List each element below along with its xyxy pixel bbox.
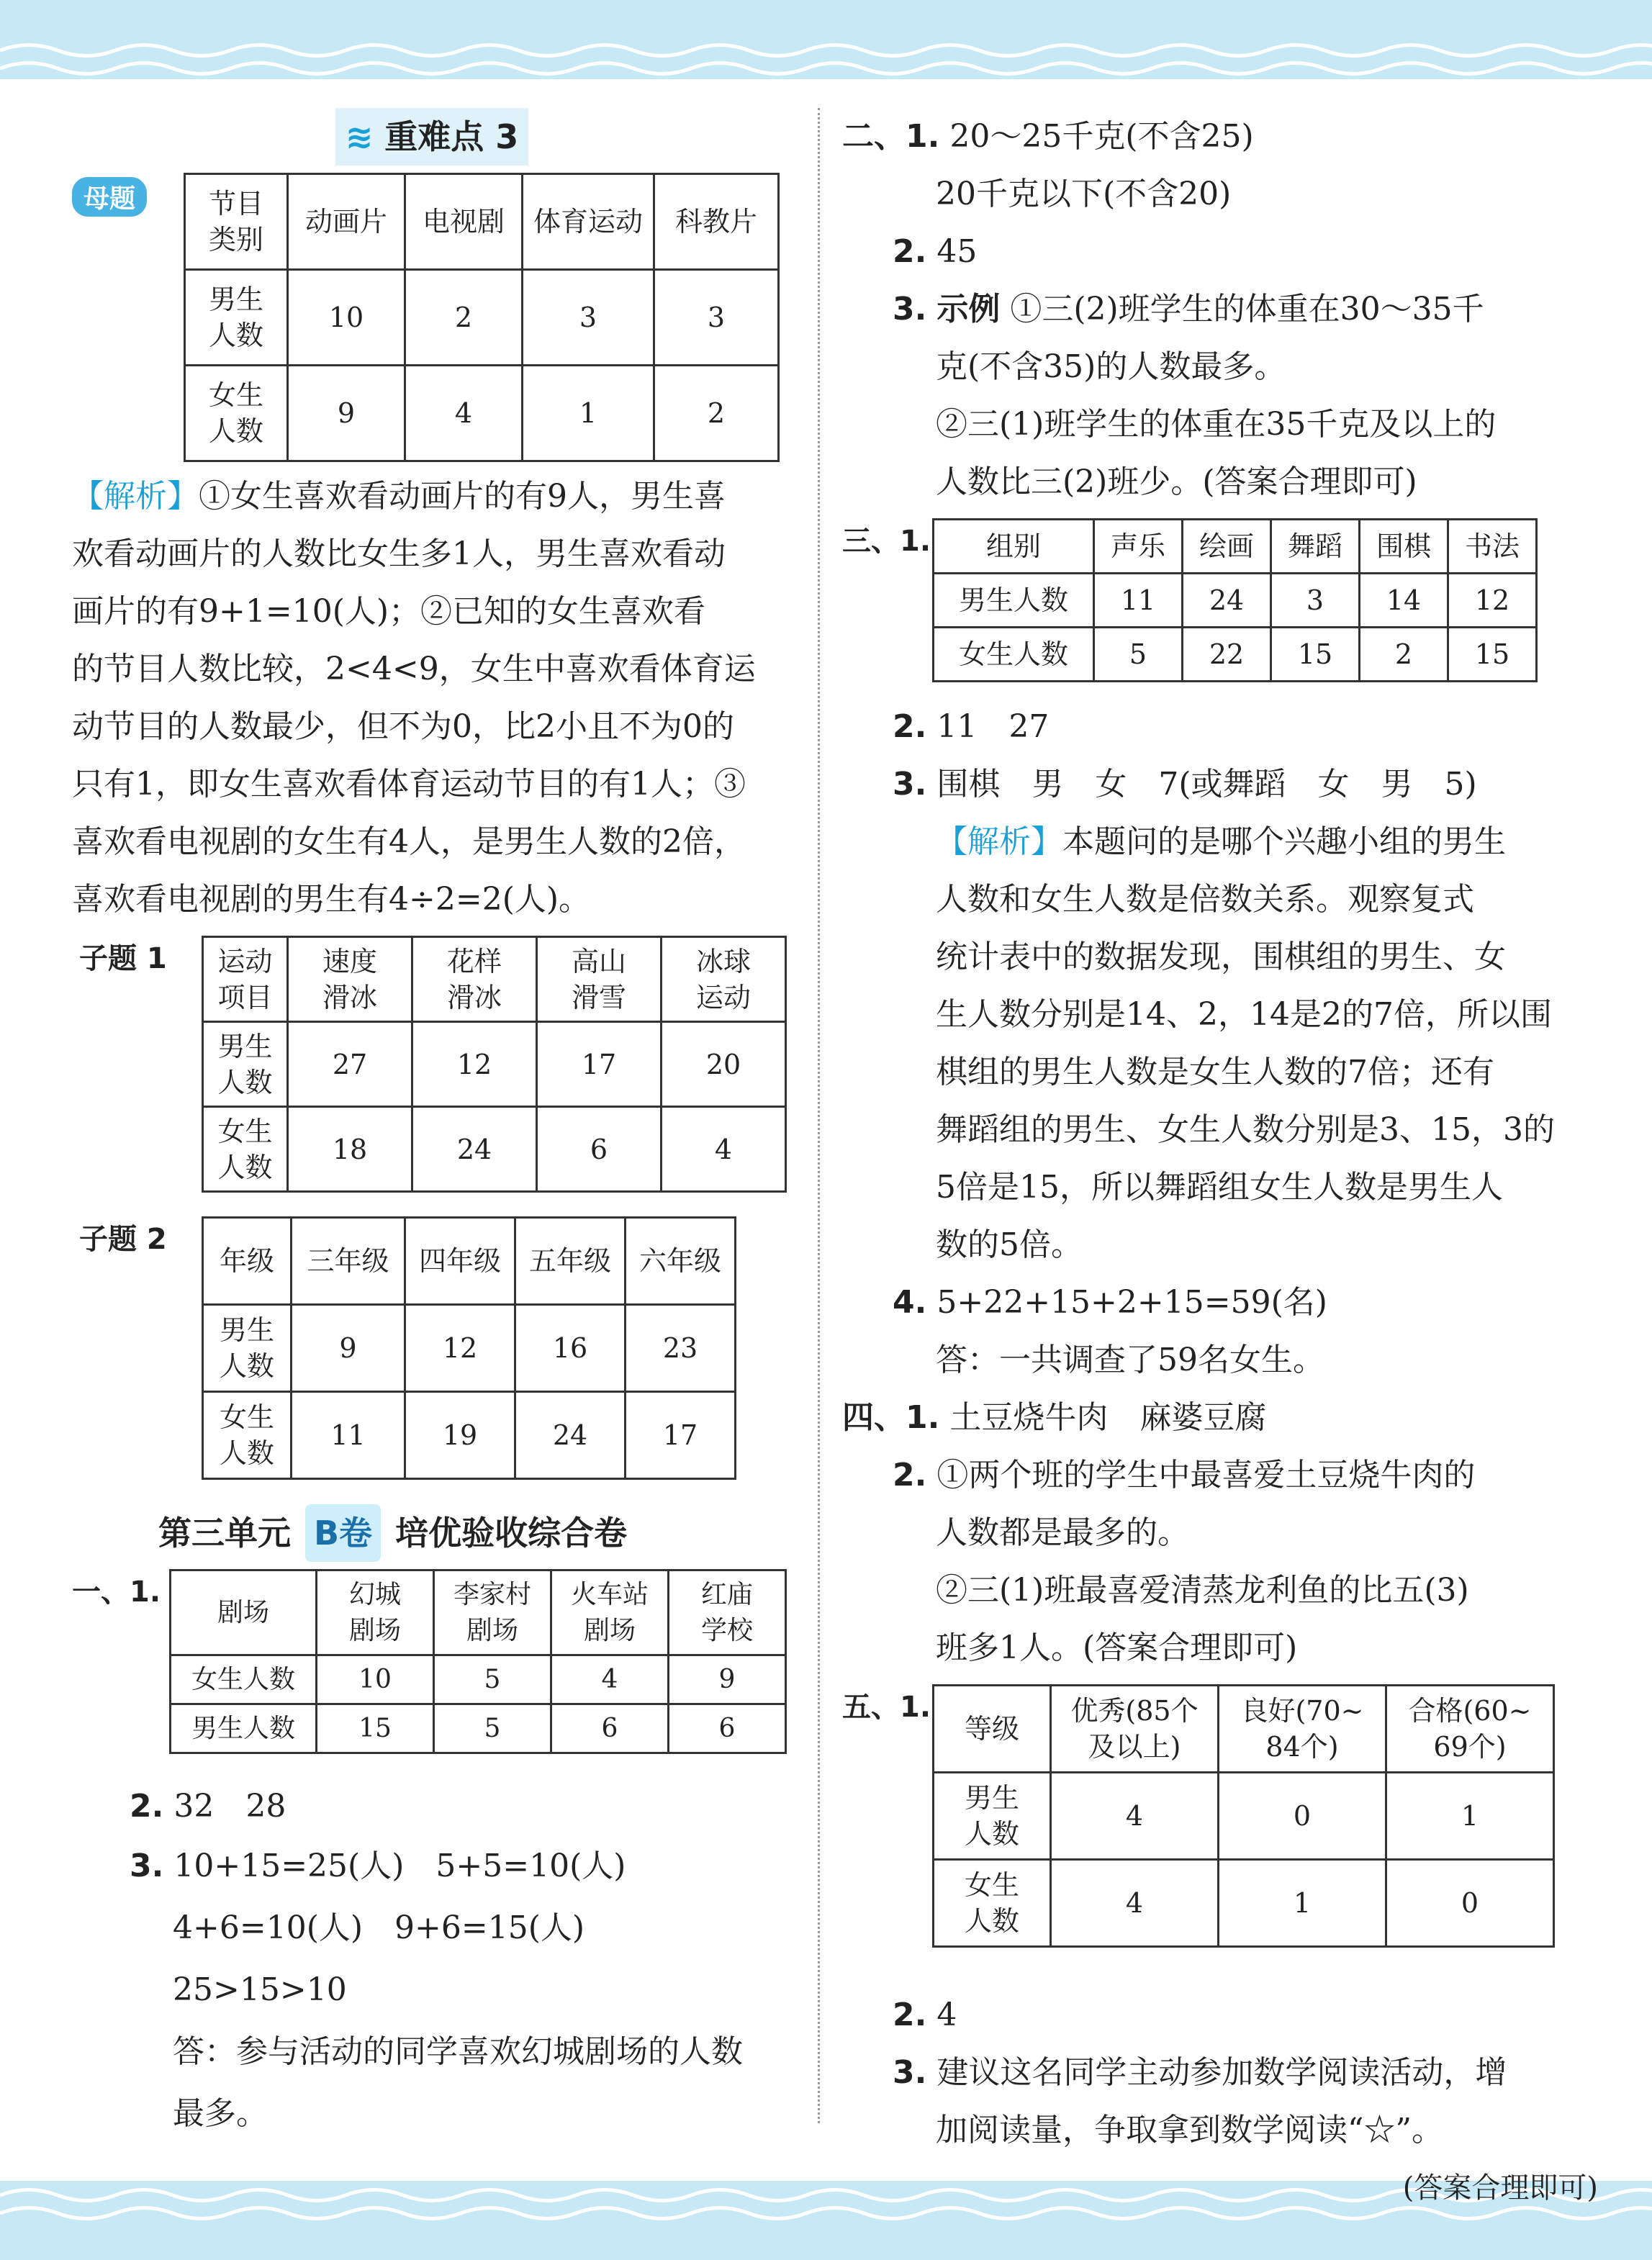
part3-q3: 3. 围棋 男 女 7(或舞蹈 女 男 5): [893, 766, 1477, 803]
wave-icon: ≋: [345, 117, 385, 156]
table-row: [203, 1022, 786, 1107]
table-cell: 李家村 剧场: [434, 1570, 551, 1655]
table-cell: 15: [1448, 628, 1537, 682]
table-cell: 男生人数: [171, 1704, 317, 1753]
table-cell: 冰球 运动: [662, 937, 786, 1022]
table-cell: 男生人数: [934, 574, 1094, 628]
column-divider: [818, 108, 820, 2123]
table-cell: 22: [1183, 628, 1271, 682]
table-cell: 书法: [1448, 520, 1537, 574]
table-header-row: [185, 174, 779, 270]
analysis-line: 喜欢看电视剧的男生有4÷2=2(人)。: [72, 881, 591, 918]
part2-q2: 2. 45: [893, 233, 978, 270]
table-cell: 4: [1051, 1773, 1219, 1860]
table-row: [185, 366, 779, 461]
table-cell: 3: [1271, 574, 1360, 628]
table-cell: 围棋: [1360, 520, 1448, 574]
table-cell: 4: [551, 1655, 669, 1704]
table-cell: 18: [288, 1107, 412, 1192]
table-cell: 9: [292, 1305, 405, 1392]
table-cell: 15: [317, 1704, 434, 1753]
table-cell: 16: [515, 1305, 626, 1392]
table-header-row: [171, 1570, 786, 1655]
table-cell: 男生 人数: [203, 1022, 288, 1107]
part2-q3: 3. 示例 ①三(2)班学生的体重在30～35千: [893, 291, 1484, 327]
table-row: [171, 1655, 786, 1704]
analysis-line: 动节目的人数最少，但不为0，比2小且不为0的: [72, 708, 734, 745]
table-cell: 男生 人数: [203, 1305, 292, 1392]
table-cell: 女生 人数: [185, 366, 288, 461]
table-cell: 2: [654, 366, 779, 461]
table-cell: 运动 项目: [203, 937, 288, 1022]
left-column: ≋ 重难点 3 母题 节目 类别 动画片 电视剧 体育运动 科教片 男生 人数 10 2 3 3 女生 人数 9 4 1 2 【解析】①女生喜欢看动画片的有9人，男生喜 欢看动画片的人数比女生多1人，男生喜欢看动 画片的有9+1=10(人)；②已知的女生喜欢看 的节目人数比较，2<4<9，女生中喜欢看体育运 动节目的人数最少，但不为0，比2小且不为0的 只有1，即女生喜欢看体育运动节目的有1人；③ 喜欢看电视剧的女生有4人，是男生人数的2倍， 喜欢看电视剧的男生有4÷2=2(人)。 子题 1 运动 项目 速度 滑冰 花样 滑冰 高山 滑雪 冰球 运动 男生 人数 27 12 17 20 女生 人数 18 24 6 4 子题 2 年级 三年级 四年级 五年级 六年级 男生 人数 9 12 16 23 女生 人数 11 19 24 17 第三单元 B卷 培优验收综合卷 一、1. 剧场 幻城 剧场 李家村 剧场 火车站 剧场 红庙 学校 女生人数 10 5 4 9 男生人数 15 5 6 6 2. 32 28 3. 10+15=25(人) 5+5=10(人) 4+6=10(人) 9+6=15(人) 25>15>10 答：参与活动的同学喜欢幻城剧场的人数 最多。: [72, 108, 792, 2145]
table-cell: 27: [288, 1022, 412, 1107]
sub2-table: [202, 1216, 736, 1480]
table-cell: 剧场: [171, 1570, 317, 1655]
part4-q1: 四、1. 土豆烧牛肉 麻婆豆腐: [842, 1399, 1267, 1436]
table-cell: 15: [1271, 628, 1360, 682]
part3-analysis: 【解析】本题问的是哪个兴趣小组的男生: [936, 823, 1506, 860]
table-cell: 女生 人数: [203, 1107, 288, 1192]
table-cell: 11: [292, 1392, 405, 1479]
part5-table: [932, 1684, 1555, 1948]
table-cell: 5: [434, 1655, 551, 1704]
table-header-row: [203, 1218, 736, 1305]
analysis-line: 生人数分别是14、2，14是2的7倍，所以围: [936, 996, 1552, 1033]
table-cell: 23: [626, 1305, 736, 1392]
table-cell: 20: [662, 1022, 786, 1107]
table-cell: 良好(70~ 84个): [1219, 1686, 1386, 1773]
table-cell: 9: [669, 1655, 786, 1704]
table-cell: 6: [669, 1704, 786, 1753]
table-row: [185, 270, 779, 366]
part3-q1-label: 三、1.: [842, 525, 931, 558]
mother-table: [184, 173, 780, 462]
top-wave-decoration: [0, 0, 1652, 94]
answer-note: (答案合理即可): [1402, 2171, 1598, 2205]
sub2-label: 子题 2: [79, 1223, 167, 1256]
analysis-line: 本题问的是哪个兴趣小组的男生: [1062, 823, 1506, 860]
table-header-row: [203, 937, 786, 1022]
table-cell: 体育运动: [523, 174, 654, 270]
part4-q2: 2. ①两个班的学生中最喜爱土豆烧牛肉的: [893, 1457, 1476, 1493]
table-cell: 三年级: [292, 1218, 405, 1305]
table-cell: 2: [1360, 628, 1448, 682]
table-cell: 24: [515, 1392, 626, 1479]
table-cell: 速度 滑冰: [288, 937, 412, 1022]
table-cell: 女生人数: [171, 1655, 317, 1704]
table-cell: 12: [405, 1305, 515, 1392]
b-paper-badge: B卷: [305, 1504, 381, 1562]
table-row: [203, 1392, 736, 1479]
table-cell: 声乐: [1094, 520, 1183, 574]
sub1-label: 子题 1: [79, 942, 167, 975]
unit-title: 第三单元 B卷 培优验收综合卷: [72, 1504, 792, 1562]
table-cell: 科教片: [654, 174, 779, 270]
table-cell: 合格(60~ 69个): [1386, 1686, 1554, 1773]
table-cell: 4: [405, 366, 523, 461]
table-cell: 4: [662, 1107, 786, 1192]
table-cell: 女生人数: [934, 628, 1094, 682]
table-cell: 四年级: [405, 1218, 515, 1305]
q1-label: 一、1.: [72, 1576, 161, 1609]
analysis-line: 的节目人数比较，2<4<9，女生中喜欢看体育运: [72, 651, 756, 687]
part2-q1: 二、1. 20～25千克(不含25): [842, 118, 1254, 155]
analysis-line: 画片的有9+1=10(人)；②已知的女生喜欢看: [72, 593, 706, 630]
part5-q3: 3. 建议这名同学主动参加数学阅读活动，增: [893, 2054, 1507, 2091]
analysis-line: ①女生喜欢看动画片的有9人，男生喜: [199, 478, 726, 515]
sub1-table: [202, 936, 787, 1193]
table-row: [203, 1107, 786, 1192]
analysis-line: 棋组的男生人数是女生人数的7倍；还有: [936, 1054, 1494, 1090]
table-cell: 高山 滑雪: [537, 937, 662, 1022]
q1-table: [169, 1569, 787, 1754]
part5-q1-label: 五、1.: [842, 1691, 931, 1724]
table-cell: 24: [1183, 574, 1271, 628]
part3-table: [932, 518, 1538, 682]
table-cell: 1: [1219, 1860, 1386, 1947]
table-header-row: [934, 520, 1537, 574]
table-cell: 6: [537, 1107, 662, 1192]
analysis-line: 喜欢看电视剧的女生有4人，是男生人数的2倍，: [72, 823, 746, 860]
table-cell: 3: [523, 270, 654, 366]
table-cell: 0: [1219, 1773, 1386, 1860]
table-row: [934, 628, 1537, 682]
part5-q2: 2. 4: [893, 1997, 957, 2033]
table-cell: 幻城 剧场: [317, 1570, 434, 1655]
table-cell: 1: [523, 366, 654, 461]
table-header-row: [934, 1686, 1554, 1773]
table-cell: 6: [551, 1704, 669, 1753]
table-cell: 11: [1094, 574, 1183, 628]
table-cell: 男生 人数: [185, 270, 288, 366]
table-cell: 10: [317, 1655, 434, 1704]
table-cell: 19: [405, 1392, 515, 1479]
table-cell: 优秀(85个 及以上): [1051, 1686, 1219, 1773]
table-cell: 17: [537, 1022, 662, 1107]
table-cell: 5: [434, 1704, 551, 1753]
table-cell: 火车站 剧场: [551, 1570, 669, 1655]
table-cell: 年级: [203, 1218, 292, 1305]
right-column: 二、1. 20～25千克(不含25) 20千克以下(不含20) 2. 45 3. 示例 ①三(2)班学生的体重在30～35千 克(不含35)的人数最多。 ②三(1)班学生的体重在35千克及以上的 人数比三(2)班少。(答案合理即可) 三、1. 组别 声乐 绘画 舞蹈 围棋 书法 男生人数 11 24 3 14 12 女生人数 5 22 15 2 15 2. 11 27 3. 围棋 男 女 7(或舞蹈 女 男 5) 【解析】本题问的是哪个兴趣小组的男生 人数和女生人数是倍数关系。观察复式 统计表中的数据发现，围棋组的男生、女 生人数分别是14、2，14是2的7倍，所以围 棋组的男生人数是女生人数的7倍；还有 舞蹈组的男生、女生人数分别是3、15，3的 5倍是15，所以舞蹈组女生人数是男生人 数的5倍。 4. 5+22+15+2+15=59(名) 答：一共调查了59名女生。 四、1. 土豆烧牛肉 麻婆豆腐 2. ①两个班的学生中最喜爱土豆烧牛肉的 人数都是最多的。 ②三(1)班最喜爱清蒸龙利鱼的比五(3) 班多1人。(答案合理即可) 五、1. 等级 优秀(85个 及以上) 良好(70~ 84个) 合格(60~ 69个) 男生 人数 4 0 1 女生 人数 4 1 0 2. 4 3. 建议这名同学主动参加数学阅读活动，增 加阅读量，争取拿到数学阅读“☆”。 (答案合理即可): [842, 108, 1605, 2217]
analysis-tag: 【解析】: [72, 478, 199, 515]
analysis-line: 人数和女生人数是倍数关系。观察复式: [936, 881, 1474, 918]
part3-q2: 2. 11 27: [893, 708, 1050, 745]
table-cell: 1: [1386, 1773, 1554, 1860]
analysis-line: 统计表中的数据发现，围棋组的男生、女: [936, 939, 1506, 975]
table-row: [203, 1305, 736, 1392]
analysis-block: [72, 468, 792, 928]
table-cell: 节目 类别: [185, 174, 288, 270]
analysis-line: 5倍是15，所以舞蹈组女生人数是男生人: [936, 1169, 1503, 1206]
analysis-line: 数的5倍。: [936, 1226, 1083, 1263]
section-title: ≋ 重难点 3: [72, 108, 792, 166]
table-cell: 0: [1386, 1860, 1554, 1947]
table-cell: 3: [654, 270, 779, 366]
q3: 3. 10+15=25(人) 5+5=10(人): [130, 1848, 626, 1884]
table-cell: 17: [626, 1392, 736, 1479]
table-cell: 2: [405, 270, 523, 366]
table-cell: 等级: [934, 1686, 1051, 1773]
wave-graphic: [0, 0, 1652, 94]
table-row: [171, 1704, 786, 1753]
table-cell: 24: [412, 1107, 537, 1192]
table-cell: 花样 滑冰: [412, 937, 537, 1022]
table-cell: 5: [1094, 628, 1183, 682]
table-cell: 10: [288, 270, 405, 366]
table-cell: 动画片: [288, 174, 405, 270]
analysis-line: 舞蹈组的男生、女生人数分别是3、15，3的: [936, 1111, 1555, 1148]
table-cell: 12: [412, 1022, 537, 1107]
analysis-line: 欢看动画片的人数比女生多1人，男生喜欢看动: [72, 535, 726, 572]
table-row: [934, 1860, 1554, 1947]
q2: 2. 32 28: [130, 1788, 286, 1825]
analysis-line: 只有1，即女生喜欢看体育运动节目的有1人；③: [72, 766, 746, 803]
table-cell: 红庙 学校: [669, 1570, 786, 1655]
table-row: [934, 574, 1537, 628]
table-cell: 舞蹈: [1271, 520, 1360, 574]
table-cell: 14: [1360, 574, 1448, 628]
mother-tag: 母题: [72, 177, 147, 217]
table-cell: 男生 人数: [934, 1773, 1051, 1860]
table-cell: 4: [1051, 1860, 1219, 1947]
table-cell: 五年级: [515, 1218, 626, 1305]
table-row: [934, 1773, 1554, 1860]
table-cell: 12: [1448, 574, 1537, 628]
table-cell: 绘画: [1183, 520, 1271, 574]
table-cell: 女生 人数: [934, 1860, 1051, 1947]
table-cell: 电视剧: [405, 174, 523, 270]
part3-q4: 4. 5+22+15+2+15=59(名): [893, 1284, 1327, 1321]
table-cell: 组别: [934, 520, 1094, 574]
table-cell: 六年级: [626, 1218, 736, 1305]
table-cell: 女生 人数: [203, 1392, 292, 1479]
table-cell: 9: [288, 366, 405, 461]
